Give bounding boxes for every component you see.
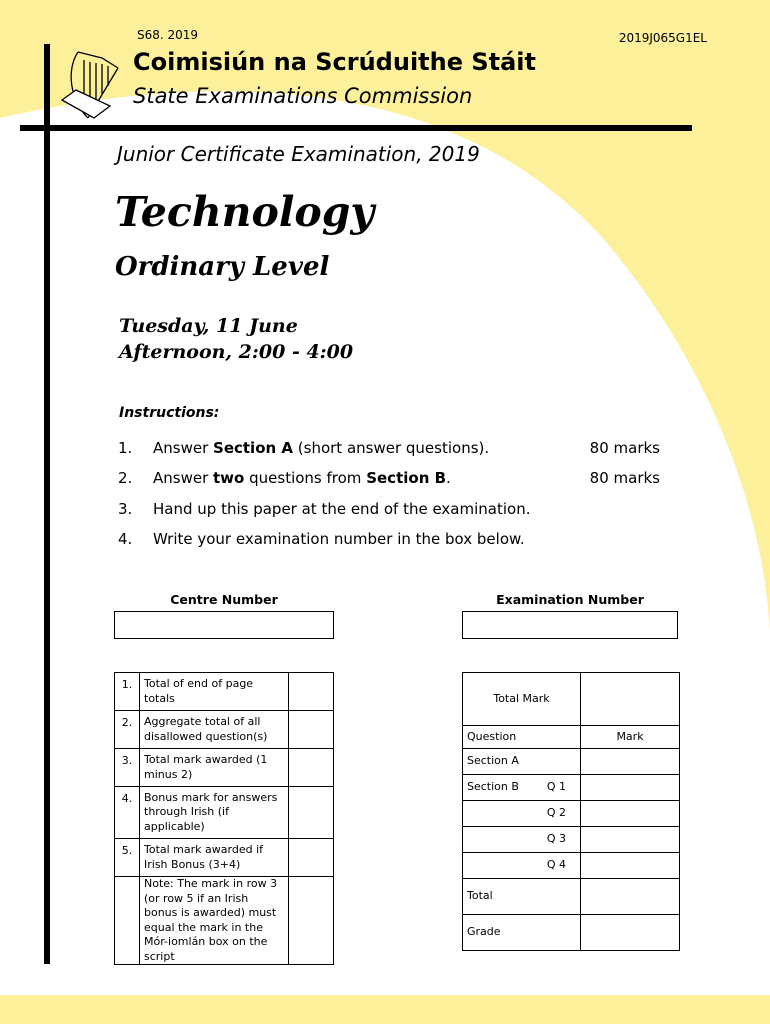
mark-cell[interactable]	[581, 853, 680, 879]
table-row	[115, 749, 334, 787]
mark-cell[interactable]	[581, 749, 680, 775]
row-number: 2.	[115, 711, 140, 749]
org-name-irish: Coimisiún na Scrúduithe Stáit	[133, 48, 537, 76]
yellow-lower-band	[0, 995, 770, 1024]
row-description: Total mark awarded (1 minus 2)	[140, 749, 289, 787]
section-b-q1	[463, 775, 581, 801]
mark-cell[interactable]	[581, 801, 680, 827]
table-row	[463, 827, 680, 853]
table-row	[463, 853, 680, 879]
level-title: Ordinary Level	[115, 252, 330, 282]
section-a-label: Section A	[463, 749, 581, 775]
instruction-number: 1.	[118, 439, 133, 457]
mark-cell[interactable]	[289, 673, 334, 711]
question-header: Question	[463, 726, 581, 749]
table-row	[115, 839, 334, 877]
paper-code: S68. 2019	[137, 28, 199, 42]
exam-name: Junior Certificate Examination, 2019	[117, 142, 480, 166]
table-row	[115, 673, 334, 711]
table-row	[463, 673, 680, 726]
instruction-number: 3.	[118, 500, 133, 518]
total-mark-label: Total Mark	[463, 673, 581, 726]
q1-label: Q 1	[546, 780, 566, 794]
instruction-4: Write your examination number in the box below.	[153, 530, 525, 548]
centre-number-field[interactable]	[114, 611, 334, 639]
mark-cell[interactable]	[289, 839, 334, 877]
instruction-number: 2.	[118, 469, 133, 487]
q4-label: Q 4	[463, 853, 581, 879]
instruction-2: Answer two questions from Section B.	[153, 469, 451, 487]
mark-cell[interactable]	[289, 749, 334, 787]
paper-ref: 2019J065G1EL	[618, 31, 707, 45]
instruction-marks: 80 marks	[589, 469, 660, 487]
instruction-marks: 80 marks	[589, 439, 660, 457]
table-row	[115, 787, 334, 839]
table-row	[115, 877, 334, 965]
mark-cell[interactable]	[289, 711, 334, 749]
section-b-label: Section B	[467, 780, 519, 794]
total-label: Total	[463, 879, 581, 915]
table-row	[463, 726, 680, 749]
examiner-totals-table	[114, 672, 334, 965]
row-number: 1.	[115, 673, 140, 711]
subject-title: Technology	[115, 188, 375, 236]
row-description: Total mark awarded if Irish Bonus (3+4)	[140, 839, 289, 877]
row-description: Bonus mark for answers through Irish (if applicable)	[140, 787, 289, 839]
marks-table	[462, 672, 680, 951]
table-row	[463, 749, 680, 775]
mark-header: Mark	[581, 726, 680, 749]
row-description: Aggregate total of all disallowed question(s)	[140, 711, 289, 749]
grade-label: Grade	[463, 915, 581, 951]
mark-cell[interactable]	[289, 877, 334, 965]
vertical-rule	[44, 44, 50, 964]
table-row	[463, 801, 680, 827]
instruction-1: Answer Section A (short answer questions).	[153, 439, 490, 457]
table-row	[463, 879, 680, 915]
mark-cell[interactable]	[581, 879, 680, 915]
exam-number-label: Examination Number	[496, 592, 644, 607]
row-number: 3.	[115, 749, 140, 787]
table-row	[115, 711, 334, 749]
exam-number-field[interactable]	[462, 611, 678, 639]
table-row	[463, 915, 680, 951]
row-number: 5.	[115, 839, 140, 877]
q3-label: Q 3	[463, 827, 581, 853]
grade-cell[interactable]	[581, 915, 680, 951]
total-mark-cell[interactable]	[581, 673, 680, 726]
table-note: Note: The mark in row 3 (or row 5 if an Irish bonus is awarded) must equal the mark in the Mór-iomlán box on the script	[140, 877, 289, 965]
table-row	[463, 775, 680, 801]
row-description: Total of end of page totals	[140, 673, 289, 711]
instruction-number: 4.	[118, 530, 133, 548]
mark-cell[interactable]	[581, 827, 680, 853]
org-name-english: State Examinations Commission	[133, 84, 473, 108]
exam-time: Afternoon, 2:00 - 4:00	[119, 341, 354, 363]
instructions-heading: Instructions:	[119, 405, 220, 421]
mark-cell[interactable]	[581, 775, 680, 801]
exam-date: Tuesday, 11 June	[119, 315, 298, 337]
mark-cell[interactable]	[289, 787, 334, 839]
instruction-3: Hand up this paper at the end of the examination.	[153, 500, 531, 518]
row-number: 4.	[115, 787, 140, 839]
q2-label: Q 2	[463, 801, 581, 827]
exam-date-block	[119, 313, 353, 365]
centre-number-label: Centre Number	[170, 592, 278, 607]
horizontal-rule	[20, 125, 692, 131]
